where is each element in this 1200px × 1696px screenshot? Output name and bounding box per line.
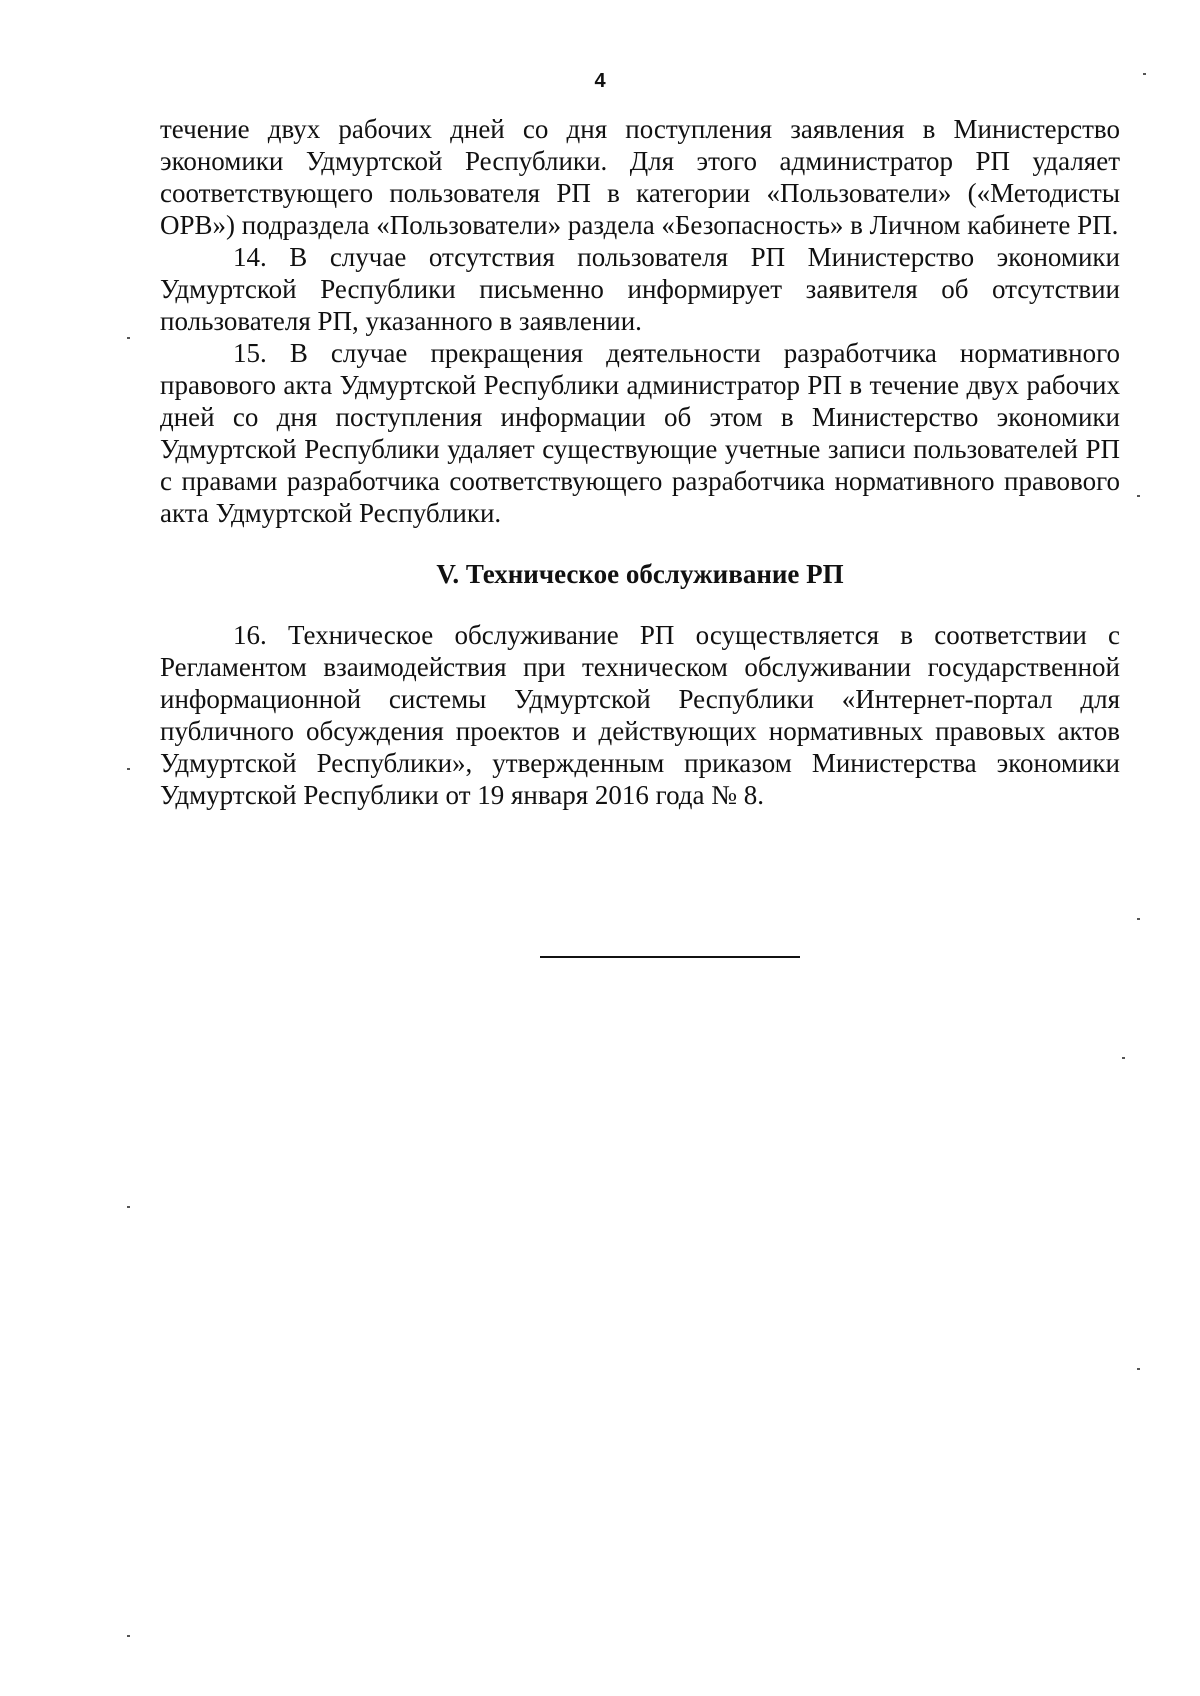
- scan-speck: [127, 1206, 130, 1208]
- paragraph-14: 14. В случае отсутствия пользователя РП Министерство экономики Удмуртской Республики письменно информирует заявителя об отсутствии пользователя РП, указанного в заявлении.: [160, 242, 1120, 336]
- scan-speck: [1143, 73, 1146, 75]
- document-body: [160, 113, 1120, 811]
- page-number: 4: [594, 70, 606, 92]
- scan-speck: [127, 337, 130, 339]
- section-heading: V. Техническое обслуживание РП: [436, 559, 844, 589]
- paragraph-15: 15. В случае прекращения деятельности разработчика нормативного правового акта Удмуртской Республики администратор РП в течение двух рабочих дней со дня поступления информации об этом в Министерство экономики Удмуртской Республики удаляет существующие учетные записи пользователей РП с правами разработчика соответствующего разработчика нормативного правового акта Удмуртской Республики.: [160, 338, 1120, 528]
- scan-speck: [1137, 918, 1140, 920]
- scan-speck: [1137, 1368, 1140, 1370]
- closing-rule: [540, 956, 800, 958]
- scan-speck: [127, 1635, 130, 1637]
- paragraph-16: 16. Техническое обслуживание РП осуществляется в соответствии с Регламентом взаимодействия при техническом обслуживании государственной информационной системы Удмуртской Республики «Интернет-портал для публичного обсуждения проектов и действующих нормативных правовых актов Удмуртской Республики», утвержденным приказом Министерства экономики Удмуртской Республики от 19 января 2016 года № 8.: [160, 620, 1120, 810]
- scan-speck: [127, 768, 130, 770]
- scan-speck: [1137, 495, 1140, 497]
- paragraph-continuation: течение двух рабочих дней со дня поступления заявления в Министерство экономики Удмуртской Республики. Для этого администратор РП удаляет соответствующего пользователя РП в категории «Пользователи» («Методисты ОРВ») подраздела «Пользователи» раздела «Безопасность» в Личном кабинете РП.: [160, 114, 1120, 240]
- scan-speck: [1122, 1057, 1125, 1059]
